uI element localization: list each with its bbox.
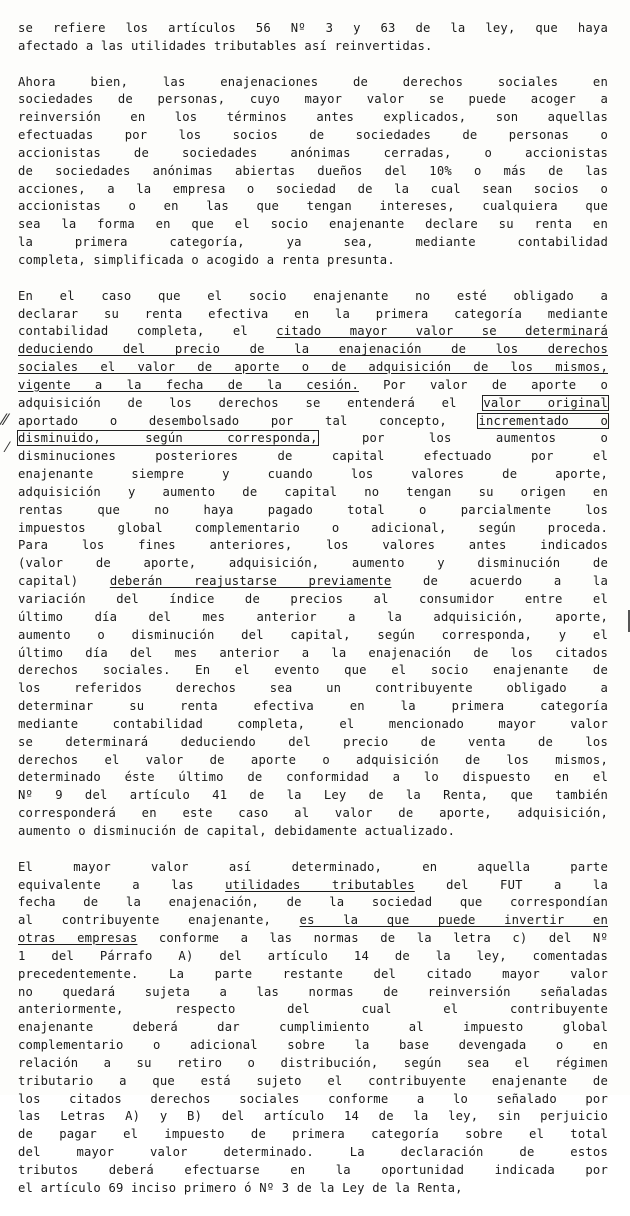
text-line: otras empresas conforme a las normas de la letra c) del Nº bbox=[18, 931, 608, 946]
text-line: mediante contabilidad completa, el mencionado mayor valor bbox=[18, 716, 608, 731]
text-line: no quedará sujeta a las normas de reinversión señaladas bbox=[18, 984, 608, 999]
text-line: adquisición y aumento de capital no tengan su origen en bbox=[18, 484, 608, 499]
text-line: la primera categoría, ya sea, mediante contabilidad bbox=[18, 235, 608, 250]
text-line: declarar su renta efectiva en la primera categoría mediante bbox=[18, 306, 608, 321]
underlined-phrase: citado mayor valor se determinará bbox=[276, 324, 608, 339]
underlined-phrase: deberán reajustarse previamente bbox=[109, 574, 392, 589]
text-line: acciones, a la empresa o sociedad de la cual sean socios o bbox=[18, 181, 608, 196]
underlined-phrase: vigente a la fecha de la cesión. bbox=[18, 377, 360, 392]
text-line: enajenante siempre y cuando los valores de aporte, bbox=[18, 467, 608, 482]
paragraph bbox=[18, 20, 608, 56]
text-line: fecha de la enajenación, de la sociedad que correspondían bbox=[18, 895, 608, 910]
text-line: capital) deberán reajustarse previamente de acuerdo a la bbox=[18, 574, 608, 589]
text-line: Ahora bien, las enajenaciones de derechos sociales en bbox=[18, 74, 608, 89]
text-line: se determinará deduciendo del precio de venta de los bbox=[18, 734, 608, 749]
text-line: reinversión en los términos antes explicados, son aquellas bbox=[18, 110, 608, 125]
text-line: determinado éste último de conformidad a lo dispuesto en el bbox=[18, 770, 608, 785]
boxed-phrase: disminuido, según corresponda, bbox=[18, 431, 318, 446]
text-line: de sociedades anónimas abiertas dueños del 10% o más de las bbox=[18, 163, 608, 178]
text-line: las Letras A) y B) del artículo 14 de la ley, sin perjuicio bbox=[18, 1109, 608, 1124]
text-line: complementario o adicional sobre la base devengada o en bbox=[18, 1038, 608, 1053]
text-line: aumento o disminución del capital, según corresponda, y el bbox=[18, 627, 608, 642]
text-line: los citados derechos sociales conforme a lo señalado por bbox=[18, 1091, 608, 1106]
text-line bbox=[18, 359, 608, 377]
text-line: de pagar el impuesto de primera categoría sobre el total bbox=[18, 1127, 608, 1142]
underlined-phrase: otras empresas bbox=[18, 931, 138, 946]
underlined-phrase: deduciendo del precio de la enajenación de los derechos bbox=[18, 342, 608, 357]
text-line: relación a su retiro o distribución, según sea el régimen bbox=[18, 1055, 608, 1070]
text-line: tributos deberá efectuarse en la oportunidad indicada por bbox=[18, 1163, 608, 1177]
paragraph bbox=[18, 74, 608, 270]
text-line: equivalente a las utilidades tributables del FUT a la bbox=[18, 877, 608, 892]
text-line: adquisición de los derechos se entenderá el valor original bbox=[18, 395, 609, 410]
text-line: efectuadas por los socios de sociedades de personas o bbox=[18, 128, 608, 143]
text-line: tributario a que está sujeto el contribuyente enajenante de bbox=[18, 1073, 608, 1088]
paragraph bbox=[18, 859, 608, 1198]
text-line: precedentemente. La parte restante del citado mayor valor bbox=[18, 966, 608, 981]
text-line bbox=[18, 341, 608, 359]
text-line: enajenante deberá dar cumplimiento al impuesto global bbox=[18, 1020, 608, 1035]
underlined-phrase: es la que puede invertir en bbox=[299, 913, 608, 928]
text-line: aportado o desembolsado por tal concepto, incrementado o bbox=[18, 413, 608, 428]
text-line: del mayor valor determinado. La declaración de estos bbox=[18, 1145, 608, 1160]
text-line: derechos el valor de aporte o adquisición de los mismos, bbox=[18, 752, 608, 767]
text-line: vigente a la fecha de la cesión. Por valor de aporte o bbox=[18, 377, 609, 392]
margin-slash-mark: ⁄⁄ bbox=[2, 410, 8, 429]
document-body bbox=[18, 20, 608, 1216]
text-line: Para los fines anteriores, los valores antes indicados bbox=[18, 538, 608, 553]
text-line: disminuciones posteriores de capital efectuado por el bbox=[18, 449, 608, 464]
text-line: (valor de aporte, adquisición, aumento y disminución de bbox=[18, 556, 608, 571]
text-line: afectado a las utilidades tributables así reinvertidas. bbox=[18, 38, 433, 53]
text-line: último día del mes anterior a la adquisición, aporte, bbox=[18, 609, 608, 624]
text-line: disminuido, según corresponda, por los aumentos o bbox=[18, 431, 609, 446]
text-line: anteriormente, respecto del cual el contribuyente bbox=[18, 1002, 608, 1017]
text-line: accionistas de sociedades anónimas cerradas, o accionistas bbox=[18, 145, 608, 160]
text-line: Nº 9 del artículo 41 de la Ley de la Renta, que también bbox=[18, 788, 608, 803]
text-line: accionistas o en las que tengan intereses, cualquiera que bbox=[18, 199, 608, 214]
text-line: 1 del Párrafo A) del artículo 14 de la ley, comentadas bbox=[18, 948, 608, 963]
text-line: El mayor valor así determinado, en aquella parte bbox=[18, 859, 608, 874]
text-line: completa, simplificada o acogido a renta presunta. bbox=[18, 252, 395, 267]
text-line: impuestos global complementario o adicional, según proceda. bbox=[18, 520, 608, 535]
text-line: al contribuyente enajenante, es la que puede invertir en bbox=[18, 913, 608, 928]
underlined-phrase: utilidades tributables bbox=[225, 877, 415, 892]
text-line: En el caso que el socio enajenante no esté obligado a bbox=[18, 288, 608, 303]
text-line: los referidos derechos sea un contribuyente obligado a bbox=[18, 681, 608, 696]
boxed-phrase: valor original bbox=[483, 395, 609, 410]
text-line: último día del mes anterior a la enajenación de los citados bbox=[18, 645, 608, 660]
text-line: variación del índice de precios al consumidor entre el bbox=[18, 592, 608, 606]
text-line: derechos sociales. En el evento que el socio enajenante de bbox=[18, 663, 608, 678]
text-line: aumento o disminución de capital, debidamente actualizado. bbox=[18, 823, 456, 838]
text-line: rentas que no haya pagado total o parcialmente los bbox=[18, 502, 608, 517]
text-line: sea la forma en que el socio enajenante declare su renta en bbox=[18, 217, 608, 232]
text-line: el artículo 69 inciso primero ó Nº 3 de la Ley de la Renta, bbox=[18, 1180, 463, 1195]
text-line: se refiere los artículos 56 Nº 3 y 63 de la ley, que haya bbox=[18, 21, 608, 35]
margin-tick-mark: ⁄ bbox=[6, 440, 9, 456]
boxed-phrase: incrementado o bbox=[478, 413, 608, 428]
text-line: contabilidad completa, el citado mayor valor se determinará bbox=[18, 324, 608, 339]
underlined-phrase: sociales el valor de aporte o de adquisición de los mismos, bbox=[18, 360, 608, 375]
text-line: determinar su renta efectiva en la primera categoría bbox=[18, 699, 608, 714]
paragraph bbox=[18, 288, 608, 841]
text-line: corresponderá en este caso al valor de aporte, adquisición, bbox=[18, 806, 608, 821]
text-line: sociedades de personas, cuyo mayor valor se puede acoger a bbox=[18, 92, 608, 107]
